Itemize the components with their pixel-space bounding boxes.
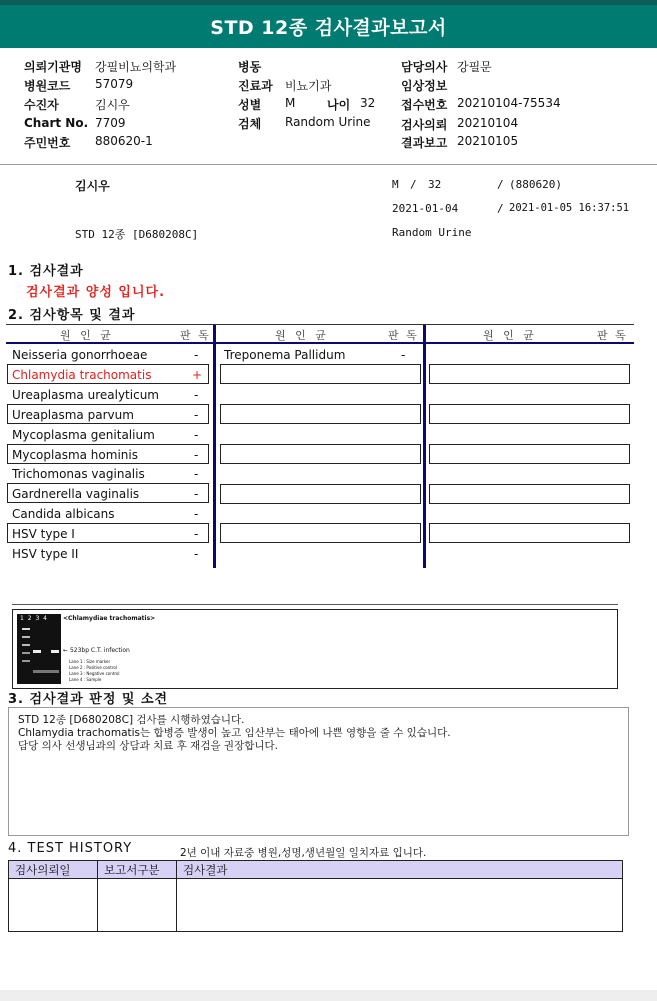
col1-judgement-header: 판 독 bbox=[180, 329, 211, 342]
result-value: - bbox=[194, 527, 199, 542]
patient-label: 수진자 bbox=[24, 98, 59, 112]
result-value: - bbox=[194, 427, 199, 442]
col2-judgement-header: 판 독 bbox=[388, 329, 419, 342]
gel-marker-band bbox=[22, 644, 30, 646]
gel-marker-band bbox=[22, 636, 30, 638]
gel-band-label: ← 523bp C.T. infection bbox=[63, 647, 130, 654]
gel-legend-4: Lane 4 : Sample bbox=[69, 677, 102, 682]
result-name: Chlamydia trachomatis bbox=[12, 367, 152, 382]
result-name: Neisseria gonorrhoeae bbox=[12, 348, 148, 362]
gel-image bbox=[17, 614, 61, 684]
gel-legend-3: Lane 3 : Negative control bbox=[69, 671, 120, 676]
gel-primer-band bbox=[33, 670, 59, 673]
history-table bbox=[8, 860, 623, 932]
opinion-line-2: Chlamydia trachomatis는 합병증 발생이 높고 임산부는 태아에 나쁜 영향을 줄 수 있습니다. bbox=[18, 727, 451, 739]
empty-cell-box bbox=[220, 523, 421, 543]
gel-lane-numbers: 1 2 3 4 bbox=[20, 615, 48, 622]
opinion-line-1: STD 12종 [D680208C] 검사를 시행하였습니다. bbox=[18, 714, 245, 726]
section2-title: 2. 검사항목 및 결과 bbox=[8, 308, 136, 323]
gel-legend-2: Lane 2 : Positive control bbox=[69, 665, 117, 670]
receipt-label: 접수번호 bbox=[401, 98, 448, 112]
summary-slash-3: / bbox=[497, 202, 504, 215]
dept-value: 비뇨기과 bbox=[285, 79, 332, 93]
doctor-label: 담당의사 bbox=[401, 60, 448, 74]
result-name: Mycoplasma genitalium bbox=[12, 427, 155, 442]
result-value: - bbox=[194, 467, 199, 482]
result-name: Mycoplasma hominis bbox=[12, 447, 138, 462]
result-name: Gardnerella vaginalis bbox=[12, 487, 140, 502]
report-title: STD 12종 검사결과보고서 bbox=[210, 17, 447, 39]
column-divider-1 bbox=[213, 325, 216, 568]
result-name: HSV type I bbox=[12, 527, 75, 542]
summary-test: STD 12종 [D680208C] bbox=[75, 228, 199, 241]
request-label: 검사의뢰 bbox=[401, 118, 448, 132]
history-col-report-type: 보고서구분 bbox=[98, 861, 177, 879]
result-value: - bbox=[194, 487, 199, 502]
empty-cell-box bbox=[429, 484, 630, 504]
gel-positive-band bbox=[33, 650, 41, 653]
sex-value: M bbox=[285, 96, 296, 110]
result-value: - bbox=[194, 447, 199, 462]
summary-slash-2: / bbox=[497, 178, 504, 191]
age-value: 32 bbox=[360, 96, 376, 110]
column-divider-2 bbox=[423, 325, 426, 568]
institution-label: 의뢰기관명 bbox=[24, 60, 82, 74]
sex-label: 성별 bbox=[238, 98, 262, 112]
summary-specimen: Random Urine bbox=[392, 226, 472, 239]
result-value: - bbox=[194, 348, 199, 362]
history-col-result: 검사결과 bbox=[177, 861, 623, 879]
chart-no-label: Chart No. bbox=[24, 116, 89, 130]
info-divider bbox=[0, 164, 657, 165]
col3-judgement-header: 판 독 bbox=[597, 329, 628, 342]
result-value: + bbox=[192, 367, 203, 382]
result-name: Ureaplasma parvum bbox=[12, 407, 134, 422]
result-name: Trichomonas vaginalis bbox=[12, 467, 145, 482]
empty-cell-box bbox=[429, 364, 630, 384]
dept-label: 진료과 bbox=[238, 79, 273, 93]
ward-label: 병동 bbox=[238, 60, 262, 74]
specimen-value: Random Urine bbox=[285, 115, 371, 129]
section3-title: 3. 검사결과 판정 및 소견 bbox=[8, 692, 169, 707]
result-value: - bbox=[194, 387, 199, 402]
opinion-line-3: 담당 의사 선생님과의 상담과 치료 후 재검을 권장합니다. bbox=[18, 740, 278, 752]
summary-name: 김시우 bbox=[75, 179, 110, 193]
patient-value: 김시우 bbox=[95, 98, 130, 112]
history-cell bbox=[9, 879, 98, 932]
col2-organism-header: 원 인 균 bbox=[275, 329, 329, 342]
summary-date-report: 2021-01-05 16:37:51 bbox=[509, 202, 630, 214]
resident-no-label: 주민번호 bbox=[24, 136, 71, 150]
resident-no-value: 880620-1 bbox=[95, 134, 153, 148]
result-value-treponema: - bbox=[401, 348, 406, 362]
empty-cell-box bbox=[429, 404, 630, 424]
gel-target-label: <Chlamydiae trachomatis> bbox=[63, 615, 156, 622]
result-value: - bbox=[194, 547, 199, 561]
specimen-label: 검체 bbox=[238, 117, 262, 131]
opinion-box bbox=[8, 707, 629, 836]
section4-title: 4. TEST HISTORY bbox=[8, 841, 133, 856]
history-note: 2년 이내 자료중 병원,성명,생년월일 일치자료 입니다. bbox=[180, 847, 427, 859]
gel-top-line bbox=[12, 604, 618, 605]
result-date-label: 결과보고 bbox=[401, 136, 448, 150]
result-name: Candida albicans bbox=[12, 507, 115, 522]
gel-marker-band bbox=[22, 660, 30, 662]
patient-info bbox=[0, 0, 657, 160]
page-footer bbox=[0, 990, 657, 1001]
col3-organism-header: 원 인 균 bbox=[483, 329, 537, 342]
doctor-value: 강필문 bbox=[457, 60, 492, 74]
result-message: 검사결과 양성 입니다. bbox=[26, 285, 166, 300]
gel-band-text: 523bp C.T. infection bbox=[69, 647, 130, 654]
history-cell bbox=[177, 879, 623, 932]
empty-cell-box bbox=[220, 444, 421, 464]
empty-cell-box bbox=[220, 404, 421, 424]
empty-cell-box bbox=[220, 484, 421, 504]
result-name: Ureaplasma urealyticum bbox=[12, 387, 159, 402]
clinical-label: 임상정보 bbox=[401, 79, 448, 93]
history-cell bbox=[98, 879, 177, 932]
result-name-treponema: Treponema Pallidum bbox=[224, 348, 346, 362]
empty-cell-box bbox=[220, 364, 421, 384]
hospital-code-label: 병원코드 bbox=[24, 79, 71, 93]
gel-marker-band bbox=[22, 652, 30, 654]
summary-slash-1: / bbox=[410, 178, 417, 191]
empty-cell-box bbox=[429, 523, 630, 543]
receipt-value: 20210104-75534 bbox=[457, 96, 561, 110]
age-label: 나이 bbox=[327, 98, 351, 112]
result-value: - bbox=[194, 407, 199, 422]
gel-electrophoresis-panel bbox=[12, 609, 618, 689]
empty-cell-box bbox=[429, 444, 630, 464]
hospital-code-value: 57079 bbox=[95, 77, 134, 91]
result-value: - bbox=[194, 507, 199, 522]
table-top-line bbox=[6, 324, 634, 325]
gel-legend-1: Lane 1 : Size marker bbox=[69, 659, 111, 664]
summary-age: 32 bbox=[428, 178, 442, 191]
gel-sample-band bbox=[51, 650, 59, 653]
history-col-request-date: 검사의뢰일 bbox=[9, 861, 98, 879]
summary-birth: (880620) bbox=[509, 178, 562, 191]
gel-marker-band bbox=[22, 628, 30, 630]
history-empty-row bbox=[9, 879, 623, 932]
summary-date-request: 2021-01-04 bbox=[392, 202, 459, 215]
request-value: 20210104 bbox=[457, 116, 519, 130]
summary-sex: M bbox=[392, 178, 399, 191]
section1-title: 1. 검사결과 bbox=[8, 264, 84, 279]
institution-value: 강필비뇨의학과 bbox=[95, 60, 177, 74]
col1-organism-header: 원 인 균 bbox=[60, 329, 114, 342]
result-name: HSV type II bbox=[12, 547, 79, 561]
result-date-value: 20210105 bbox=[457, 134, 519, 148]
chart-no-value: 7709 bbox=[95, 116, 126, 130]
